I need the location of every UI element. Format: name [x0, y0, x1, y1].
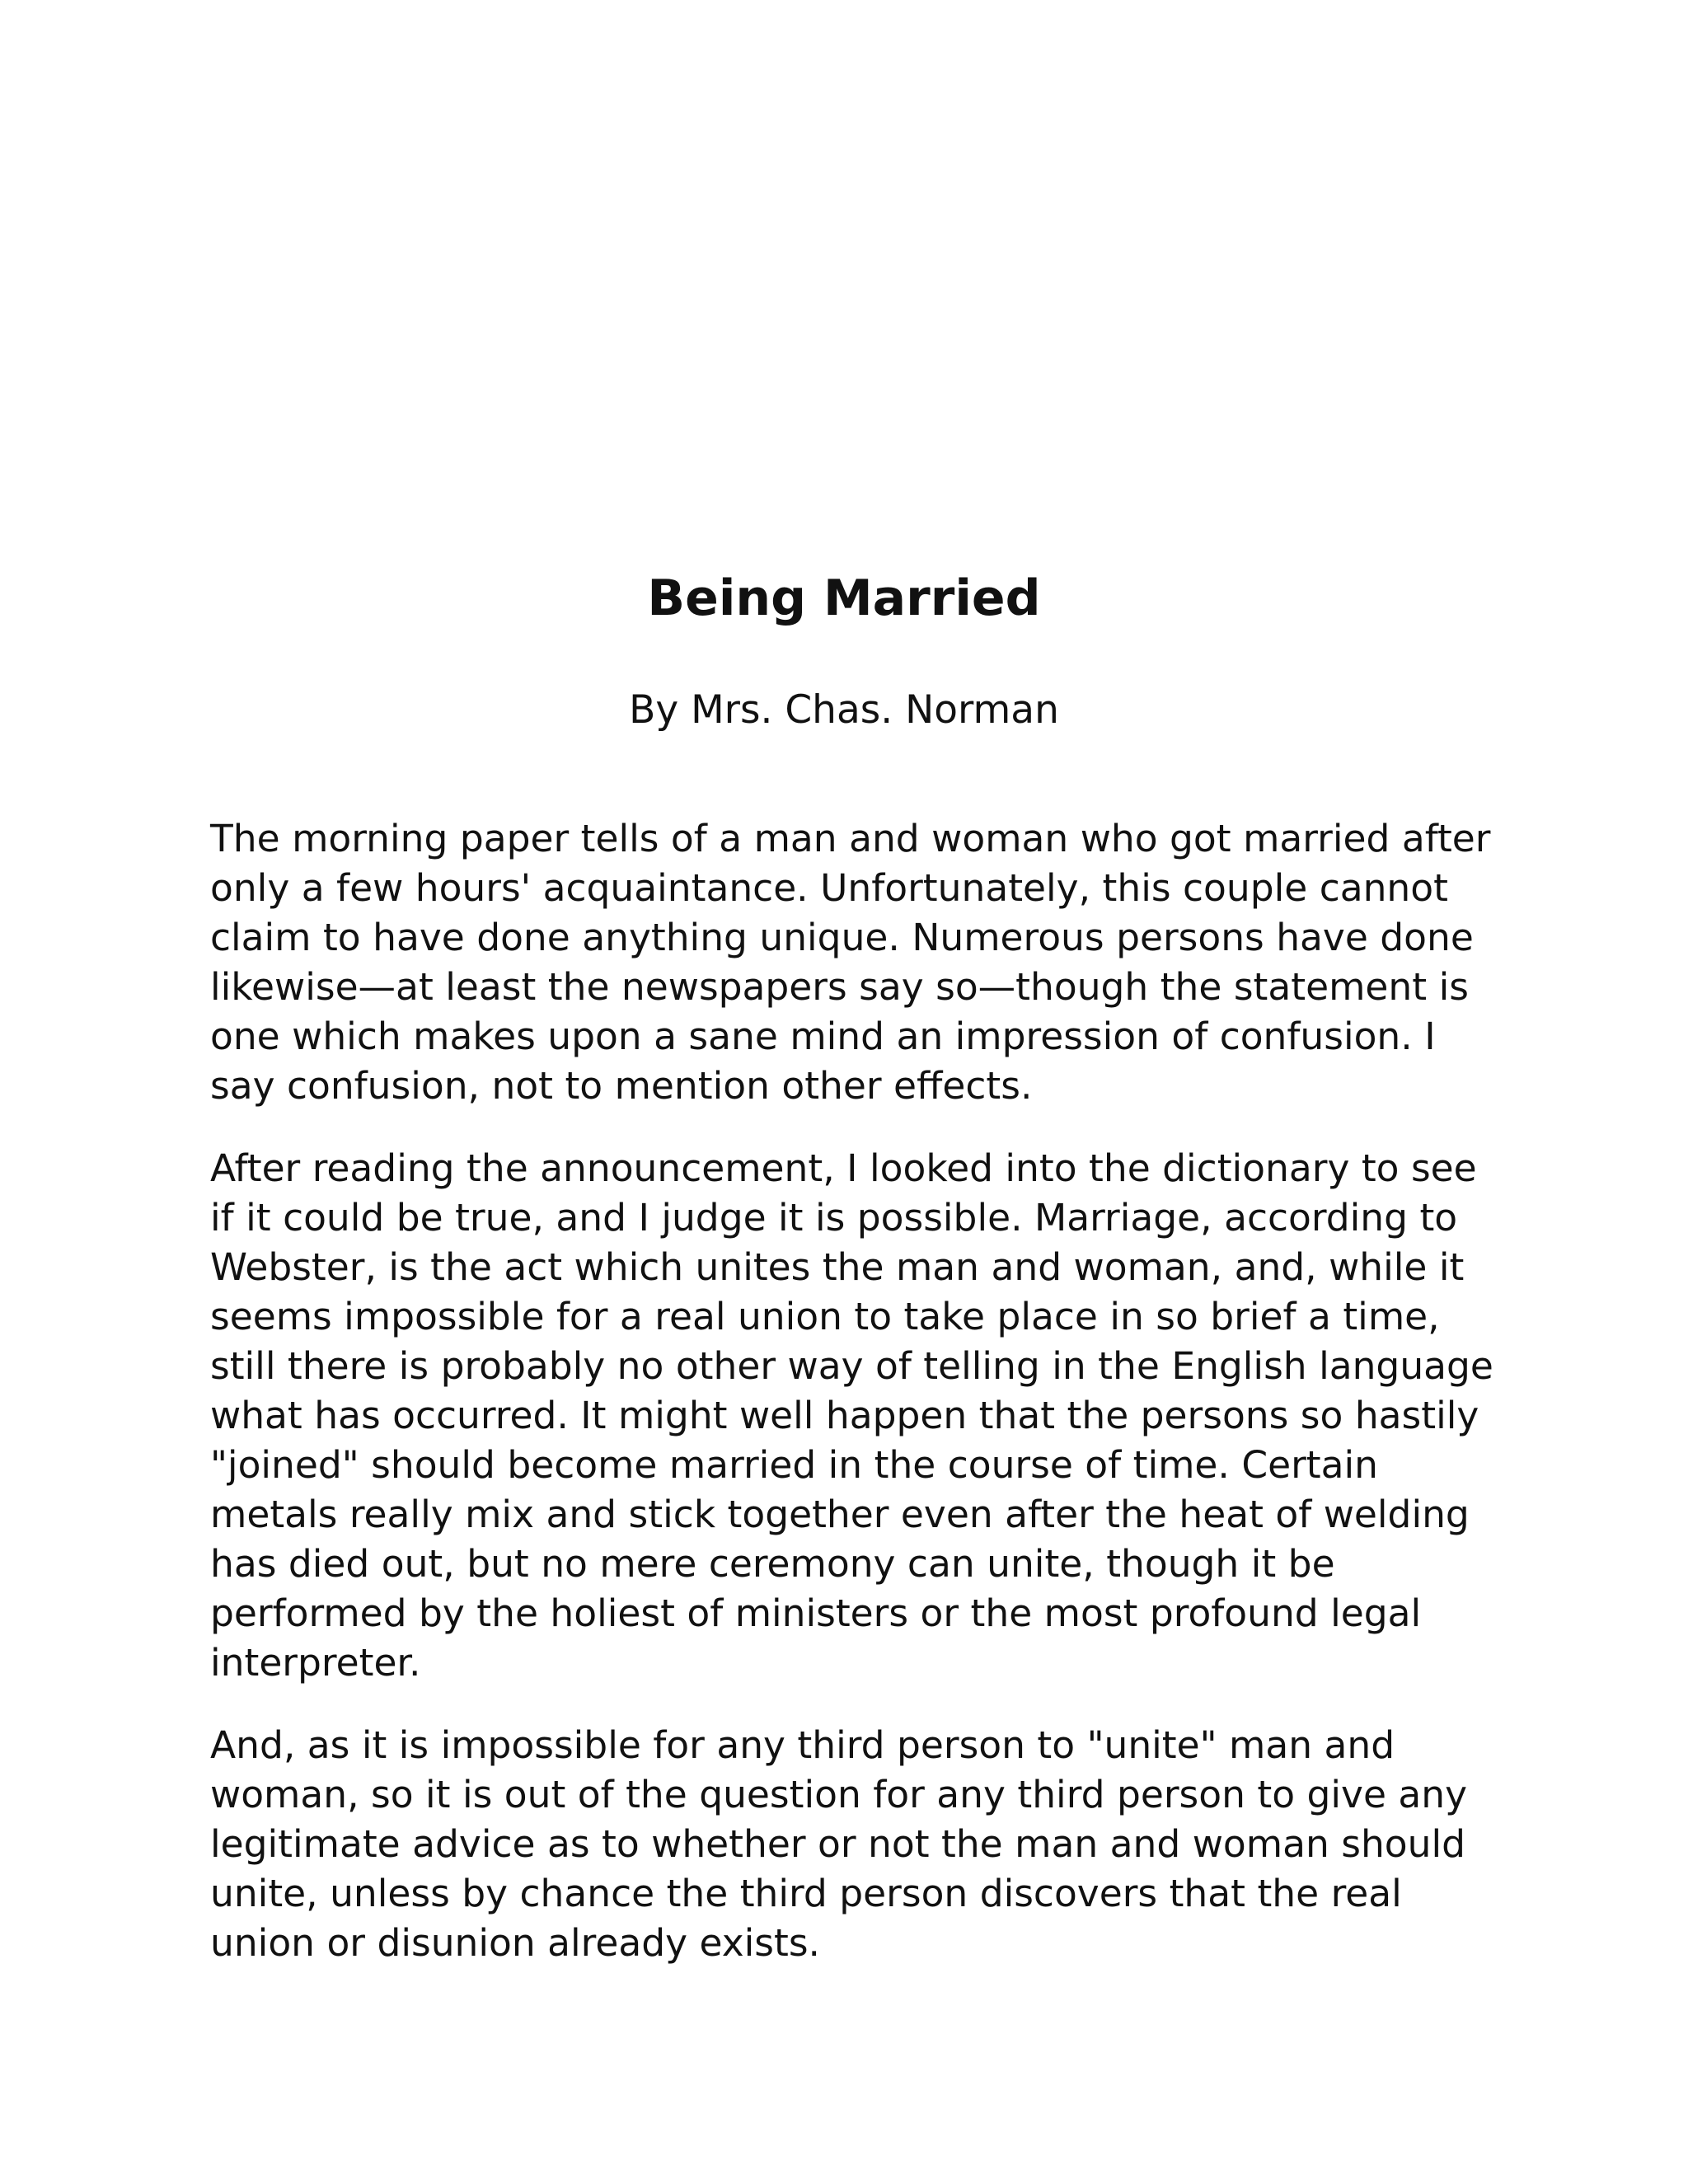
text-line: seems impossible for a real union to take place in so brief a time, — [210, 1295, 1440, 1338]
text-line: still there is probably no other way of telling in the English language — [210, 1344, 1493, 1388]
text-line: unite, unless by chance the third person discovers that the real — [210, 1872, 1402, 1915]
text-line: if it could be true, and I judge it is possible. Marriage, according to — [210, 1196, 1458, 1240]
text-line: say confusion, not to mention other effects. — [210, 1064, 1033, 1108]
text-line: claim to have done anything unique. Numerous persons have done — [210, 916, 1474, 959]
text-line: union or disunion already exists. — [210, 1921, 820, 1965]
text-line: "joined" should become married in the course of time. Certain — [210, 1443, 1379, 1487]
text-line: The morning paper tells of a man and woman who got married after — [210, 817, 1491, 860]
text-line: And, as it is impossible for any third person to "unite" man and — [210, 1723, 1395, 1767]
text-line: likewise—at least the newspapers say so—though the statement is — [210, 965, 1469, 1009]
text-line: metals really mix and stick together even after the heat of welding — [210, 1493, 1470, 1536]
text-line: has died out, but no mere ceremony can unite, though it be — [210, 1542, 1335, 1586]
text-line: After reading the announcement, I looked into the dictionary to see — [210, 1146, 1477, 1190]
paragraph-1 — [210, 814, 1496, 1111]
paragraph-3 — [210, 1721, 1496, 1968]
text-line: what has occurred. It might well happen that the persons so hastily — [210, 1394, 1479, 1437]
author-byline: By Mrs. Chas. Norman — [629, 687, 1059, 733]
paragraph-2 — [210, 1144, 1496, 1688]
text-line: interpreter. — [210, 1641, 421, 1685]
text-line: one which makes upon a sane mind an impression of confusion. I — [210, 1015, 1436, 1058]
text-line: legitimate advice as to whether or not the man and woman should — [210, 1822, 1466, 1866]
text-line: Webster, is the act which unites the man and woman, and, while it — [210, 1245, 1465, 1289]
text-line: woman, so it is out of the question for any third person to give any — [210, 1773, 1468, 1816]
text-line: performed by the holiest of ministers or the most profound legal — [210, 1591, 1422, 1635]
document-title: Being Married — [647, 569, 1041, 627]
article-body — [210, 814, 1496, 2001]
text-line: only a few hours' acquaintance. Unfortunately, this couple cannot — [210, 866, 1448, 910]
